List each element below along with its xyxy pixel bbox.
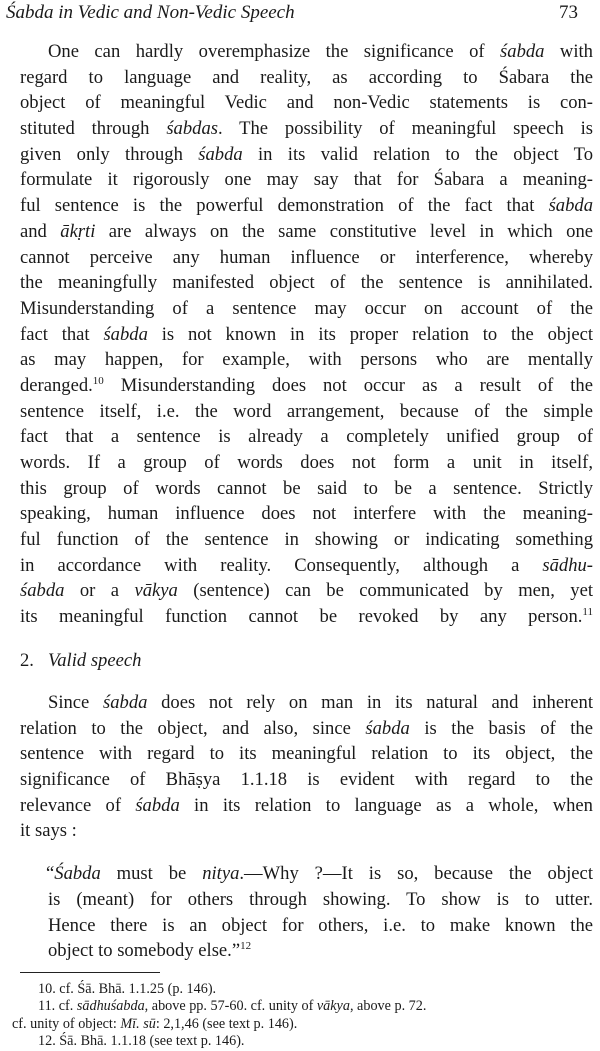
text-line xyxy=(20,116,593,142)
italic-term: śabdas xyxy=(166,118,218,140)
text-line xyxy=(20,887,593,913)
italic-term: śabda xyxy=(135,794,180,816)
text-line xyxy=(20,193,593,219)
footnote-line xyxy=(12,981,592,998)
italic-term: śabda xyxy=(548,195,593,217)
text-run: regard to language and reality, as according to Śabara the xyxy=(20,66,593,88)
text-line xyxy=(20,818,593,844)
section-heading xyxy=(20,648,593,674)
footnote-line xyxy=(12,1016,592,1033)
text-run: . The possibility of meaningful speech is xyxy=(217,118,593,140)
italic-term: vākya xyxy=(134,580,178,602)
text-line xyxy=(20,373,593,399)
text-run: , above p. 72. xyxy=(349,998,427,1015)
text-run: given only through xyxy=(20,143,199,165)
text-run: fact that a sentence is already a completely unified group of xyxy=(20,426,593,448)
text-run: does not rely on man in its natural and inherent xyxy=(147,692,593,714)
text-line xyxy=(20,270,593,296)
italic-term: sādhu- xyxy=(542,554,593,576)
text-run: relevance of xyxy=(20,794,136,816)
text-run: significance of Bhāṣya 1.1.18 is evident with regard to the xyxy=(20,769,593,791)
text-run: formulate it rigorously one may say that for Śabara a meaning- xyxy=(20,169,593,191)
text-line xyxy=(20,553,593,579)
text-run: words. If a group of words does not form a unit in itself, xyxy=(20,452,593,473)
text-line xyxy=(20,913,593,939)
text-run: its meaningful function cannot be revoked by any person. xyxy=(20,606,583,628)
italic-term: Śabda xyxy=(54,863,101,885)
text-line xyxy=(20,861,593,887)
text-run: .—Why ?—It is so, because the object xyxy=(239,863,593,885)
text-run: Hence there is an object for others, i.e. to make known the xyxy=(48,914,593,936)
footnote-divider xyxy=(20,972,160,973)
text-run: Misunderstanding does not occur as a result of the xyxy=(103,374,593,396)
text-run: must be xyxy=(100,863,203,885)
section-title: Valid speech xyxy=(47,650,142,672)
text-run: cannot perceive any human influence or interference, whereby xyxy=(20,246,593,268)
running-title: Śabda in Vedic and Non-Vedic Speech xyxy=(6,2,295,23)
text-run: “ xyxy=(46,863,55,885)
text-line xyxy=(20,245,593,271)
text-run: 12. Śā. Bhā. 1.1.18 (see text p. 146). xyxy=(38,1032,245,1049)
text-run: and xyxy=(20,220,61,242)
text-run: sentence with regard to its meaningful relation to its object, the xyxy=(20,743,593,765)
text-run: in accordance with reality. Consequently, although a xyxy=(20,554,543,576)
text-line xyxy=(20,501,593,527)
text-run: relation to the object, and also, since xyxy=(20,717,366,739)
footnote-line xyxy=(12,1033,592,1050)
text-line xyxy=(20,322,593,348)
text-run: cf. unity of object: xyxy=(12,1015,121,1032)
text-run: fact that xyxy=(20,323,104,345)
text-line xyxy=(20,793,593,819)
text-run: , above pp. 57-60. cf. unity of xyxy=(144,998,317,1015)
text-run: is not known in its proper relation to the object xyxy=(147,323,594,345)
text-line xyxy=(20,167,593,193)
text-run: 11. cf. xyxy=(38,998,77,1015)
text-line xyxy=(20,90,593,116)
text-run: ful sentence is the powerful demonstration of the fact that xyxy=(20,195,549,217)
paragraph-1 xyxy=(20,39,593,630)
text-run: Misunderstanding of a sentence may occur on account of the xyxy=(20,297,593,319)
text-line xyxy=(20,142,593,168)
page-number: 73 xyxy=(559,2,578,23)
text-run: this group of words cannot be said to be a sentence. Strictly xyxy=(20,477,593,499)
text-run: is (meant) for others through showing. To show is to utter. xyxy=(48,888,593,910)
text-line xyxy=(20,296,593,322)
footnote-ref: 12 xyxy=(240,940,252,953)
text-line xyxy=(20,938,593,964)
text-line xyxy=(20,399,593,425)
text-run: 10. cf. Śā. Bhā. 1.1.25 (p. 146). xyxy=(38,981,217,997)
italic-term: ākṛti xyxy=(60,220,96,242)
text-run: object to somebody else.” xyxy=(48,940,241,962)
text-run: or a xyxy=(64,580,135,602)
text-run: deranged. xyxy=(20,374,93,396)
text-run: the meaningfully manifested object of the sentence is annihilated. xyxy=(20,272,593,294)
text-line xyxy=(20,347,593,373)
italic-term: śabda xyxy=(103,692,148,714)
italic-term: Mī. sū xyxy=(120,1015,156,1032)
text-run: ful function of the sentence in showing or indicating something xyxy=(20,529,593,551)
text-run: object of meaningful Vedic and non-Vedic statements is con- xyxy=(20,92,593,114)
running-header xyxy=(6,0,578,26)
footnote-ref: 10 xyxy=(92,374,104,387)
text-line xyxy=(20,424,593,450)
text-run: speaking, human influence does not interfere with the meaning- xyxy=(20,503,593,525)
italic-term: śabda xyxy=(20,580,65,602)
text-line xyxy=(20,604,593,630)
text-line xyxy=(20,527,593,553)
text-run: as may happen, for example, with persons who are mentally xyxy=(20,349,593,371)
italic-term: śabda xyxy=(500,41,545,62)
italic-term: nitya xyxy=(202,863,240,885)
text-run: in its relation to language as a whole, when xyxy=(179,794,593,816)
footnote-line xyxy=(12,998,592,1015)
text-line xyxy=(20,716,593,742)
italic-term: śabda xyxy=(103,323,148,345)
italic-term: śabda xyxy=(198,143,243,165)
text-line xyxy=(20,450,593,476)
italic-term: sādhuśabda xyxy=(76,998,145,1015)
text-line xyxy=(20,476,593,502)
text-line xyxy=(20,219,593,245)
text-line xyxy=(20,65,593,91)
text-run: (sentence) can be communicated by men, yet xyxy=(177,580,593,602)
italic-term: śabda xyxy=(365,717,410,739)
text-run: sentence itself, i.e. the word arrangement, because of the simple xyxy=(20,400,593,422)
text-line xyxy=(20,741,593,767)
italic-term: vākya xyxy=(316,998,350,1015)
text-run: with xyxy=(544,41,593,62)
text-run: are always on the same constitutive level in which one xyxy=(95,220,593,242)
text-run: in its valid relation to the object To xyxy=(242,143,593,165)
text-line xyxy=(20,690,593,716)
text-run: : 2,1,46 (see text p. 146). xyxy=(155,1015,298,1032)
text-run: Since xyxy=(48,692,103,714)
footnote-ref: 11 xyxy=(582,606,593,619)
paragraph-2 xyxy=(20,690,593,844)
block-quote xyxy=(20,861,593,964)
text-run: One can hardly overemphasize the significance of xyxy=(48,41,501,62)
text-run: is the basis of the xyxy=(409,717,593,739)
section-number: 2. xyxy=(20,650,34,672)
text-run: stituted through xyxy=(20,118,167,140)
text-run: it says : xyxy=(20,820,77,842)
text-line xyxy=(20,578,593,604)
footnotes xyxy=(12,981,592,1050)
text-line xyxy=(20,767,593,793)
page-body xyxy=(20,39,593,964)
text-line xyxy=(20,39,593,65)
